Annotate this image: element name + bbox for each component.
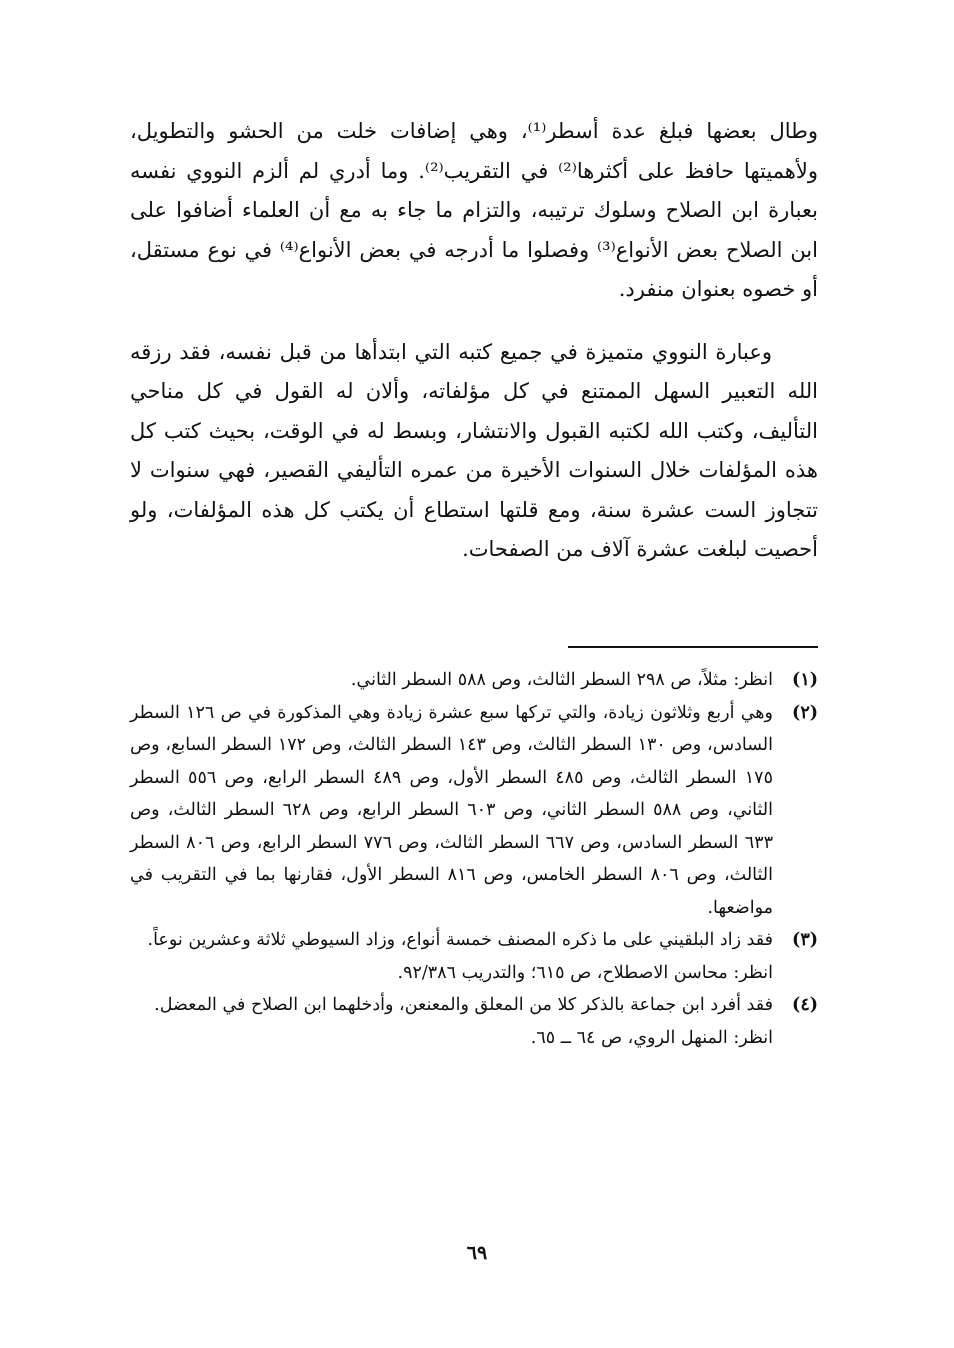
footnote-number: (٣) [792,930,818,950]
footnote-separator [568,646,818,648]
paragraph: وطال بعضها فبلغ عدة أسطر⁽¹⁾، وهي إضافات خلت من الحشو والتطويل، ولأهميتها حافظ على أكثرها⁽²⁾ في التقريب⁽²⁾. وما أدري لم ألزم النووي نفسه بعبارة ابن الصلاح وسلوك ترتيبه، والتزام ما جاء به مع أن العلماء أضافوا على ابن الصلاح بعض الأنواع⁽³⁾ وفصلوا ما أدرجه في بعض الأنواع⁽⁴⁾ في نوع مستقل، أو خصوه بعنوان منفرد. [130,119,819,301]
footnote-number: (٤) [792,995,818,1015]
footnote-text: فقد أفرد ابن جماعة بالذكر كلا من المعلق والمعنعن، وأدخلهما ابن الصلاح في المعضل. [154,995,773,1015]
footnote-reference: انظر: المنهل الروي، ص ٦٤ ــ ٦٥. [530,1027,773,1048]
footnote-number: (١) [792,670,818,690]
footnote-text: فقد زاد البلقيني على ما ذكره المصنف خمسة أنواع، وزاد السيوطي ثلاثة وعشرين نوعاً. [147,930,773,950]
footnotes [130,664,818,1054]
footnote-text: وهي أربع وثلاثون زيادة، والتي تركها سبع عشرة زيادة وهي المذكورة في ص ١٢٦ السطر السادس، وص ١٣٠ السطر الثالث، وص ١٤٣ السطر الثالث، وص ١٧٢ السطر السابع، وص ١٧٥ السطر الثالث، وص ٤٨٥ السطر الأول، وص ٤٨٩ السطر الرابع، وص ٥٥٦ السطر الثاني، وص ٥٨٨ السطر الثاني، وص ٦٠٣ السطر الرابع، وص ٦٢٨ السطر الثالث، وص ٦٣٣ السطر السادس، وص ٦٦٧ السطر الثالث، وص ٧٧٦ السطر الرابع، وص ٨٠٦ السطر الثالث، وص ٨٠٦ السطر الخامس، وص ٨١٦ السطر الأول، فقارنها بما في التقريب في مواضعها. [130,702,773,918]
footnote [130,924,818,989]
footnote [130,664,818,697]
footnote-reference: انظر: محاسن الاصطلاح، ص ٦١٥؛ والتدريب ٩٢/٣٨٦. [397,962,773,983]
paragraph: وعبارة النووي متميزة في جميع كتبه التي ابتدأها من قبل نفسه، فقد رزقه الله التعبير السهل الممتنع في كل مؤلفاته، وألان له القول في كل مناحي التأليف، وكتب الله لكتبه القبول والانتشار، وبسط له في الوقت، بحيث كتب كل هذه المؤلفات خلال السنوات الأخيرة من عمره التأليفي القصير، فهي سنوات لا تتجاوز الست عشرة سنة، ومع قلتها استطاع أن يكتب كل هذه المؤلفات، ولو أحصيت لبلغت عشرة آلاف من الصفحات. [130,339,818,561]
footnote-number: (٢) [792,702,818,723]
footnote-text: انظر: مثلاً، ص ٢٩٨ السطر الثالث، وص ٥٨٨ السطر الثاني. [350,670,773,690]
footnote [130,697,818,925]
footnote [130,989,818,1054]
main-text [130,112,818,570]
page-number: ٦٩ [466,1242,488,1264]
